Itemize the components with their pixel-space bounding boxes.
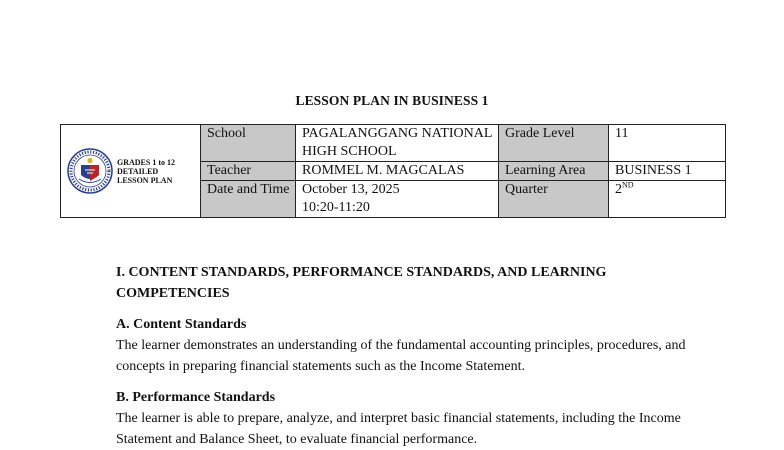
- lesson-header-table: [60, 124, 726, 218]
- logo-cell: [61, 125, 201, 218]
- quarter-value-cell: [609, 181, 726, 218]
- teacher-label: Teacher: [201, 162, 296, 181]
- performance-standards-heading: B. Performance Standards: [116, 390, 276, 405]
- performance-standards-text: The learner is able to prepare, analyze, and interpret basic financial statements, including the Income Statement and Balance Sheet, to evaluate financial performance.: [116, 411, 681, 447]
- deped-seal-icon: [67, 148, 113, 194]
- document-body: [116, 262, 696, 450]
- school-label: School: [201, 125, 296, 162]
- learning-area-label: Learning Area: [499, 162, 609, 181]
- section-heading-standards: I. CONTENT STANDARDS, PERFORMANCE STANDARDS, AND LEARNING COMPETENCIES: [116, 265, 607, 301]
- grade-level-value: 11: [609, 125, 726, 162]
- quarter-suffix: ND: [622, 180, 634, 190]
- document-title: LESSON PLAN IN BUSINESS 1: [295, 93, 489, 108]
- quarter-value: 2: [615, 182, 622, 197]
- grade-level-label: Grade Level: [499, 125, 609, 162]
- learning-area-value: BUSINESS 1: [609, 162, 726, 181]
- date-value: October 13, 2025: [302, 182, 400, 197]
- date-time-label: Date and Time: [201, 181, 296, 218]
- content-standards-text: The learner demonstrates an understanding of the fundamental accounting principles, procedures, and concepts in preparing financial statements such as the Income Statement.: [116, 338, 686, 374]
- teacher-value: ROMMEL M. MAGCALAS: [296, 162, 499, 181]
- quarter-label: Quarter: [499, 181, 609, 218]
- content-standards-heading: A. Content Standards: [116, 317, 247, 332]
- time-value: 10:20-11:20: [302, 200, 370, 215]
- school-value: PAGALANGGANG NATIONAL HIGH SCHOOL: [296, 125, 499, 162]
- date-time-value: [296, 181, 499, 218]
- logo-caption: GRADES 1 to 12 DETAILED LESSON PLAN: [117, 157, 176, 185]
